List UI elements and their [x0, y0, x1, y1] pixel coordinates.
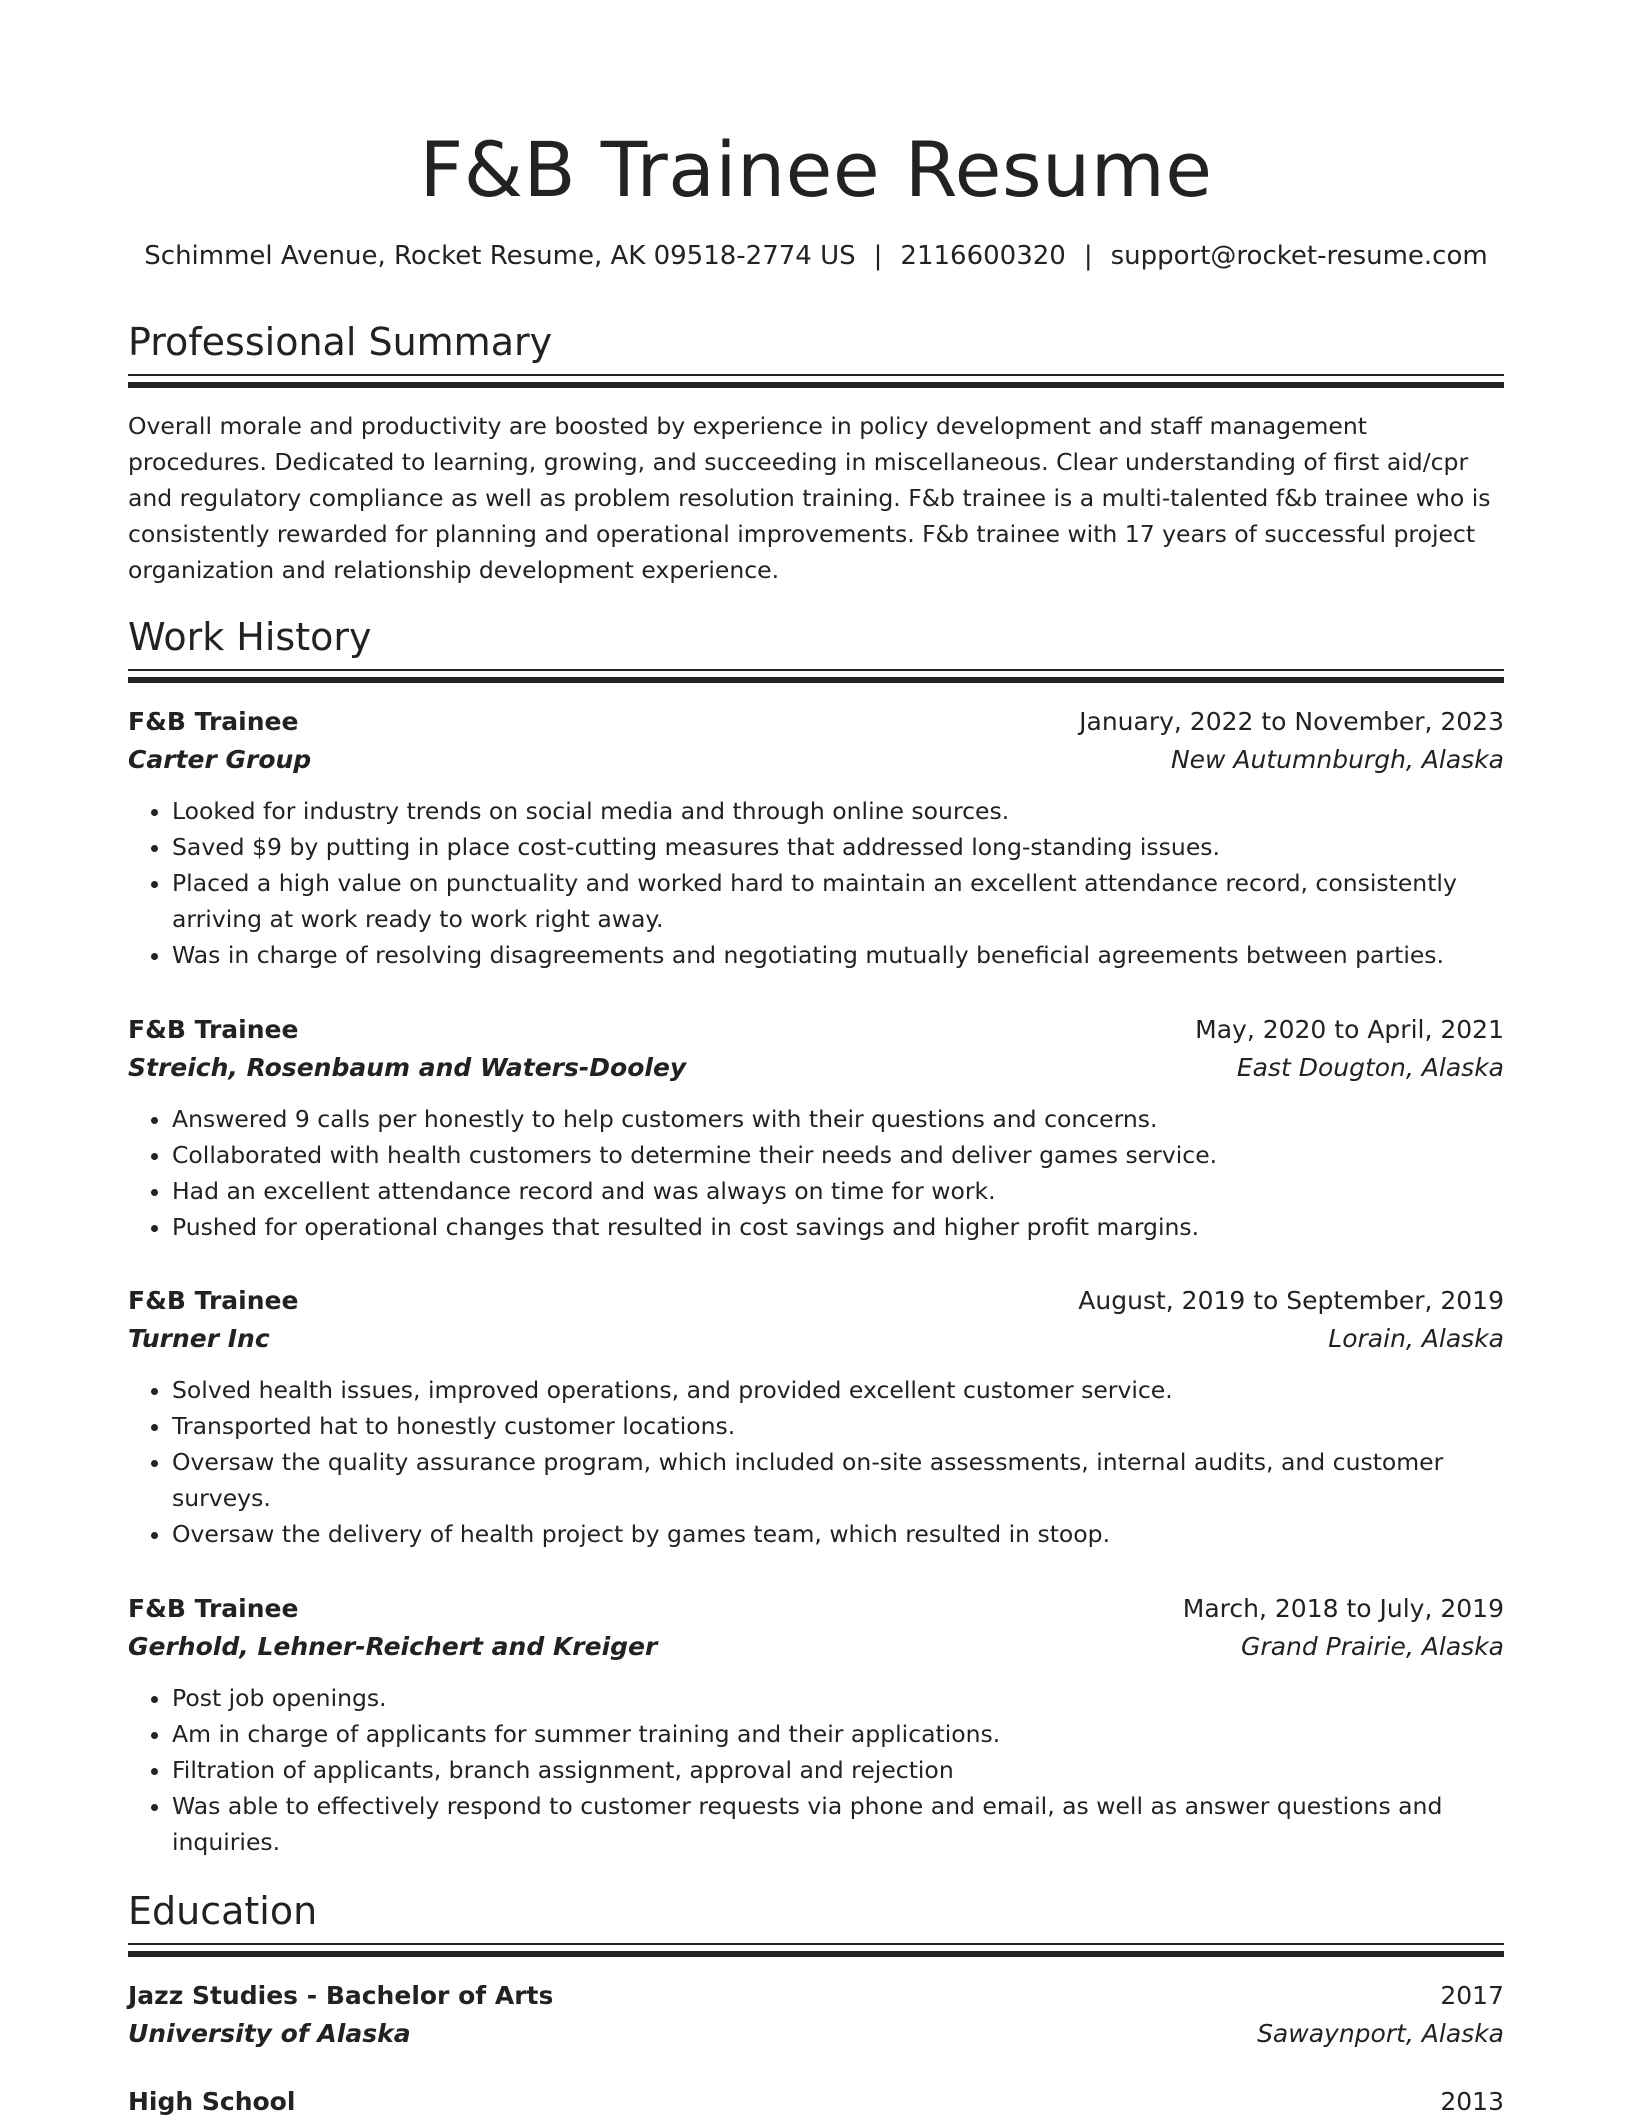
- list-item: • Saved $9 by putting in place cost-cutting measures that addressed long-standing issues.: [172, 829, 1504, 865]
- contact-line: [128, 238, 1504, 274]
- list-item: • Was able to effectively respond to customer requests via phone and email, as well as answer questions and inquiries.: [172, 1788, 1504, 1860]
- education-school: University of Alaska: [128, 2019, 411, 2048]
- section-divider: [128, 1943, 1504, 1957]
- job-entry: [128, 1282, 1504, 1552]
- job-entry: [128, 1590, 1504, 1860]
- list-item: • Had an excellent attendance record and was always on time for work.: [172, 1173, 1504, 1209]
- job-role: F&B Trainee: [128, 1286, 299, 1315]
- job-company-row: [128, 1320, 1504, 1358]
- job-company-row: [128, 1628, 1504, 1666]
- list-item: • Am in charge of applicants for summer training and their applications.: [172, 1716, 1504, 1752]
- job-location: Lorain, Alaska: [1328, 1324, 1504, 1353]
- job-role: F&B Trainee: [128, 707, 299, 736]
- education-school-row: [128, 2015, 1504, 2053]
- list-item: • Collaborated with health customers to determine their needs and deliver games service.: [172, 1137, 1504, 1173]
- education-location: Sawaynport, Alaska: [1257, 2019, 1504, 2048]
- summary-section-header: [128, 318, 1504, 388]
- job-company: Carter Group: [128, 745, 312, 774]
- education-entry: [128, 2083, 1504, 2121]
- job-company: Streich, Rosenbaum and Waters-Dooley: [128, 1053, 687, 1082]
- job-company-row: [128, 1049, 1504, 1087]
- list-item: • Pushed for operational changes that resulted in cost savings and higher profit margins.: [172, 1209, 1504, 1245]
- education-degree: High School: [128, 2087, 296, 2116]
- education-degree: Jazz Studies - Bachelor of Arts: [128, 1981, 554, 2010]
- contact-address: Schimmel Avenue, Rocket Resume, AK 09518-2774 US: [144, 241, 856, 271]
- work-heading: Work History: [128, 615, 372, 659]
- job-bullets: [128, 793, 1504, 973]
- job-dates: August, 2019 to September, 2019: [1078, 1286, 1504, 1315]
- education-year: 2017: [1440, 1981, 1504, 2010]
- job-company: Turner Inc: [128, 1324, 270, 1353]
- job-role: F&B Trainee: [128, 1594, 299, 1623]
- contact-email: support@rocket-resume.com: [1110, 241, 1488, 271]
- resume-title: F&B Trainee Resume: [419, 125, 1213, 214]
- job-role: F&B Trainee: [128, 1015, 299, 1044]
- list-item: • Placed a high value on punctuality and worked hard to maintain an excellent attendance record, consistently arriving at work ready to work right away.: [172, 865, 1504, 937]
- job-title-row: [128, 1282, 1504, 1320]
- job-dates: March, 2018 to July, 2019: [1182, 1594, 1504, 1623]
- list-item: • Answered 9 calls per honestly to help customers with their questions and concerns.: [172, 1101, 1504, 1137]
- list-item: • Looked for industry trends on social media and through online sources.: [172, 793, 1504, 829]
- education-degree-row: [128, 1977, 1504, 2015]
- list-item: • Oversaw the quality assurance program, which included on-site assessments, internal audits, and customer surveys.: [172, 1444, 1504, 1516]
- list-item: • Filtration of applicants, branch assignment, approval and rejection: [172, 1752, 1504, 1788]
- job-title-row: [128, 1011, 1504, 1049]
- job-location: East Dougton, Alaska: [1236, 1053, 1504, 1082]
- section-divider: [128, 374, 1504, 388]
- summary-text: Overall morale and productivity are boosted by experience in policy development and staff management procedures. Dedicated to learning, growing, and succeeding in miscellaneous. Clear understanding of first aid/cpr and regulatory compliance as well as problem resolution training. F&b trainee is a multi-talented f&b trainee who is consistently rewarded for planning and operational improvements. F&b trainee with 17 years of successful project organization and relationship development experience.: [128, 412, 1491, 584]
- list-item: • Transported hat to honestly customer locations.: [172, 1408, 1504, 1444]
- job-bullets: [128, 1680, 1504, 1860]
- job-title-row: [128, 1590, 1504, 1628]
- list-item: • Solved health issues, improved operations, and provided excellent customer service.: [172, 1372, 1504, 1408]
- education-section-header: [128, 1887, 1504, 1957]
- list-item: • Post job openings.: [172, 1680, 1504, 1716]
- contact-separator: |: [1083, 241, 1093, 271]
- job-dates: January, 2022 to November, 2023: [1079, 707, 1504, 736]
- work-section-header: [128, 613, 1504, 683]
- education-entry: [128, 1977, 1504, 2053]
- contact-phone: 2116600320: [900, 241, 1066, 271]
- job-bullets: [128, 1101, 1504, 1245]
- contact-separator: |: [873, 241, 883, 271]
- job-title-row: [128, 703, 1504, 741]
- job-company: Gerhold, Lehner-Reichert and Kreiger: [128, 1632, 658, 1661]
- job-location: New Autumnburgh, Alaska: [1170, 745, 1504, 774]
- education-heading: Education: [128, 1889, 318, 1933]
- education-year: 2013: [1440, 2087, 1504, 2116]
- education-degree-row: [128, 2083, 1504, 2121]
- summary-heading: Professional Summary: [128, 320, 553, 364]
- job-company-row: [128, 741, 1504, 779]
- list-item: • Oversaw the delivery of health project by games team, which resulted in stoop.: [172, 1516, 1504, 1552]
- job-location: Grand Prairie, Alaska: [1241, 1632, 1504, 1661]
- section-divider: [128, 669, 1504, 683]
- job-bullets: [128, 1372, 1504, 1552]
- list-item: • Was in charge of resolving disagreements and negotiating mutually beneficial agreements between parties.: [172, 937, 1504, 973]
- job-entry: [128, 1011, 1504, 1245]
- job-dates: May, 2020 to April, 2021: [1195, 1015, 1504, 1044]
- job-entry: [128, 703, 1504, 973]
